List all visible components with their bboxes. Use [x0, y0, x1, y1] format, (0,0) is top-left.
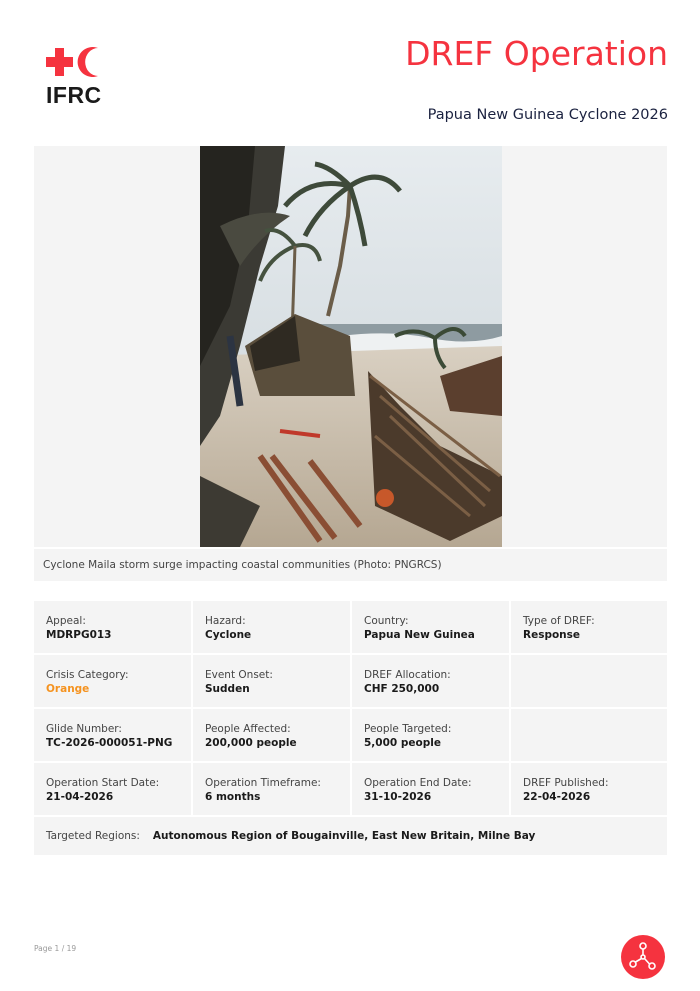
people-targeted-cell — [352, 709, 509, 761]
field-label: Operation End Date: — [364, 777, 472, 789]
dref-type-cell — [511, 601, 667, 653]
field-value: 31-10-2026 — [364, 791, 432, 803]
cover-photo — [200, 146, 502, 547]
glide-number-cell — [34, 709, 191, 761]
field-label: Appeal: — [46, 615, 86, 627]
field-label: Glide Number: — [46, 723, 122, 735]
dref-published-cell — [511, 763, 667, 815]
network-icon — [621, 935, 665, 979]
field-label: Hazard: — [205, 615, 246, 627]
field-label: Crisis Category: — [46, 669, 129, 681]
empty-cell — [511, 709, 667, 761]
caption-text: Cyclone Maila storm surge impacting coastal communities (Photo: PNGRCS) — [43, 559, 442, 571]
field-value: 6 months — [205, 791, 261, 803]
page-subtitle: Papua New Guinea Cyclone 2026 — [427, 107, 668, 123]
appeal-cell — [34, 601, 191, 653]
field-label: Operation Timeframe: — [205, 777, 321, 789]
dref-allocation-cell — [352, 655, 509, 707]
regions-value: Autonomous Region of Bougainville, East New Britain, Milne Bay — [152, 830, 536, 842]
operation-end-cell — [352, 763, 509, 815]
event-onset-cell — [193, 655, 350, 707]
field-value: 200,000 people — [205, 737, 297, 749]
field-label: Country: — [364, 615, 409, 627]
field-value: 22-04-2026 — [523, 791, 591, 803]
field-value: CHF 250,000 — [364, 683, 440, 695]
empty-cell — [511, 655, 667, 707]
crisis-category-cell — [34, 655, 191, 707]
field-value: 21-04-2026 — [46, 791, 114, 803]
operation-timeframe-cell — [193, 763, 350, 815]
field-label: DREF Published: — [523, 777, 609, 789]
field-label: People Affected: — [205, 723, 291, 735]
go-platform-icon[interactable] — [621, 935, 665, 979]
field-value: TC-2026-000051-PNG — [46, 737, 173, 749]
people-affected-cell — [193, 709, 350, 761]
field-label: Type of DREF: — [523, 615, 595, 627]
photo-caption — [34, 549, 667, 581]
field-label: Event Onset: — [205, 669, 273, 681]
field-label: Operation Start Date: — [46, 777, 160, 789]
cover-photo-area — [34, 146, 667, 547]
field-label: People Targeted: — [364, 723, 452, 735]
regions-label: Targeted Regions: — [46, 830, 140, 842]
logo-text: IFRC — [46, 82, 102, 108]
operation-start-cell — [34, 763, 191, 815]
crisis-category-badge: Orange — [46, 683, 90, 695]
field-value: Response — [523, 629, 581, 641]
field-label: DREF Allocation: — [364, 669, 451, 681]
field-value: Sudden — [205, 683, 250, 695]
targeted-regions-row — [34, 817, 667, 855]
field-value: MDRPG013 — [46, 629, 112, 641]
ifrc-logo — [46, 46, 116, 106]
red-cross-red-crescent-icon — [46, 46, 106, 80]
field-value: Papua New Guinea — [364, 629, 475, 641]
country-cell — [352, 601, 509, 653]
page-title: DREF Operation — [405, 34, 668, 73]
page-number: Page 1 / 19 — [34, 944, 77, 953]
hazard-cell — [193, 601, 350, 653]
field-value: 5,000 people — [364, 737, 441, 749]
field-value: Cyclone — [205, 629, 252, 641]
key-info-grid — [34, 601, 667, 815]
